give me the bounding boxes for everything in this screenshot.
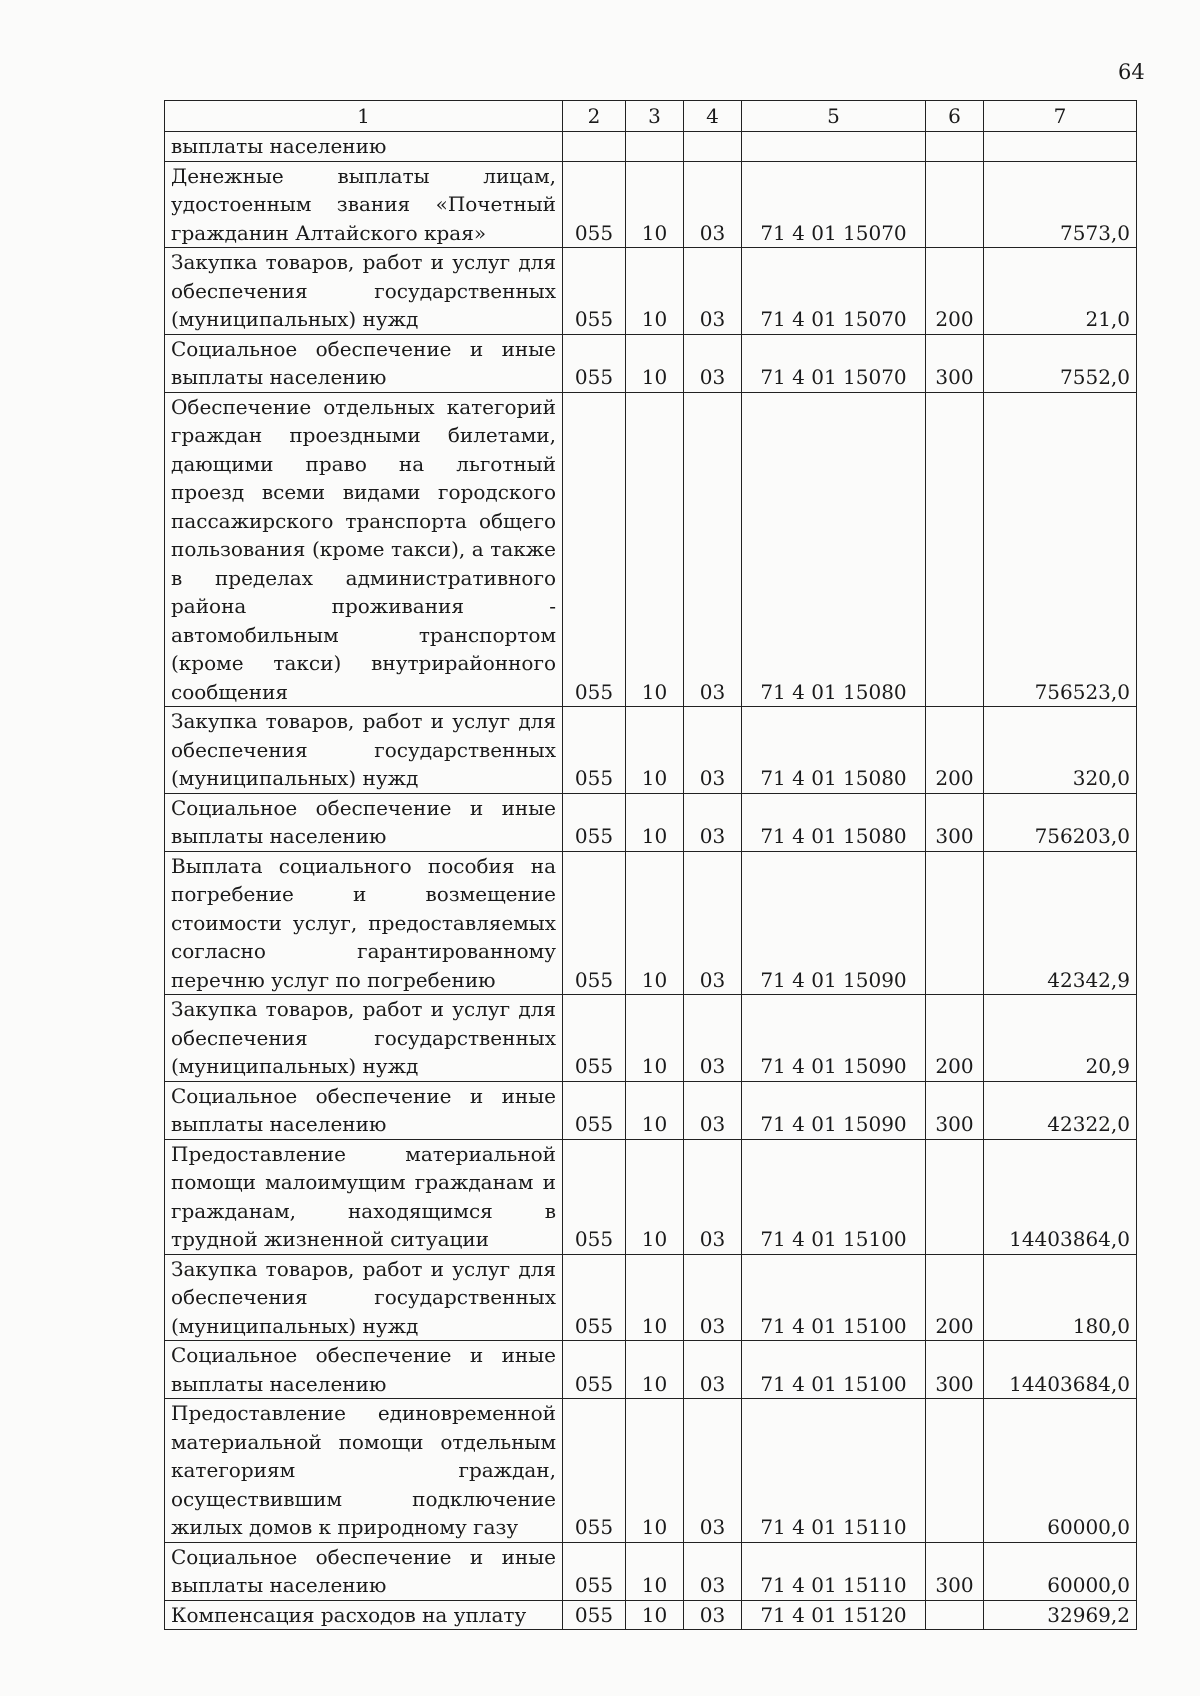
row-col4: 03 bbox=[684, 1542, 742, 1600]
row-col2: 055 bbox=[563, 1341, 626, 1399]
row-col4: 03 bbox=[684, 1399, 742, 1543]
row-col6: 200 bbox=[926, 1254, 984, 1341]
row-col4: 03 bbox=[684, 995, 742, 1082]
row-col5: 71 4 01 15100 bbox=[742, 1139, 926, 1254]
header-cell: 2 bbox=[563, 101, 626, 132]
header-cell: 5 bbox=[742, 101, 926, 132]
row-col2: 055 bbox=[563, 1254, 626, 1341]
row-col2: 055 bbox=[563, 707, 626, 794]
row-col3: 10 bbox=[626, 248, 684, 335]
row-name: Компенсация расходов на уплату bbox=[165, 1600, 563, 1630]
row-col2: 055 bbox=[563, 793, 626, 851]
row-col6 bbox=[926, 161, 984, 248]
row-col2: 055 bbox=[563, 334, 626, 392]
row-col4: 03 bbox=[684, 161, 742, 248]
row-col3: 10 bbox=[626, 995, 684, 1082]
table-row bbox=[165, 1600, 1137, 1630]
row-name: Социальное обеспечение и иные выплаты населению bbox=[165, 1542, 563, 1600]
row-col4: 03 bbox=[684, 1341, 742, 1399]
row-col5: 71 4 01 15070 bbox=[742, 161, 926, 248]
row-col5: 71 4 01 15090 bbox=[742, 1081, 926, 1139]
row-col3: 10 bbox=[626, 161, 684, 248]
row-col5: 71 4 01 15080 bbox=[742, 392, 926, 707]
row-col6 bbox=[926, 132, 984, 162]
row-col5: 71 4 01 15110 bbox=[742, 1542, 926, 1600]
row-col2: 055 bbox=[563, 161, 626, 248]
row-name: Обеспечение отдельных категорий граждан проездными билетами, дающими право на льготный проезд всеми видами городского пассажирского транспорта общего пользования (кроме такси), а также в пределах административного района проживания - автомобильным транспортом (кроме такси) внутрирайонного сообщения bbox=[165, 392, 563, 707]
row-col7: 180,0 bbox=[984, 1254, 1137, 1341]
row-col6: 300 bbox=[926, 793, 984, 851]
row-col7: 20,9 bbox=[984, 995, 1137, 1082]
row-col2: 055 bbox=[563, 851, 626, 995]
table-row bbox=[165, 707, 1137, 794]
row-col5: 71 4 01 15100 bbox=[742, 1254, 926, 1341]
row-col5: 71 4 01 15090 bbox=[742, 851, 926, 995]
row-col3: 10 bbox=[626, 707, 684, 794]
row-col7: 14403864,0 bbox=[984, 1139, 1137, 1254]
table-row bbox=[165, 1341, 1137, 1399]
row-col4 bbox=[684, 132, 742, 162]
row-col3: 10 bbox=[626, 392, 684, 707]
header-cell: 3 bbox=[626, 101, 684, 132]
budget-table bbox=[164, 100, 1137, 1630]
row-col6: 300 bbox=[926, 1542, 984, 1600]
row-col5: 71 4 01 15100 bbox=[742, 1341, 926, 1399]
row-col3: 10 bbox=[626, 1341, 684, 1399]
row-col5: 71 4 01 15070 bbox=[742, 334, 926, 392]
row-col3: 10 bbox=[626, 334, 684, 392]
table-row bbox=[165, 995, 1137, 1082]
row-col3: 10 bbox=[626, 1254, 684, 1341]
row-name: Выплата социального пособия на погребение и возмещение стоимости услуг, предоставляемых согласно гарантированному перечню услуг по погребению bbox=[165, 851, 563, 995]
row-col5: 71 4 01 15070 bbox=[742, 248, 926, 335]
table-row bbox=[165, 793, 1137, 851]
row-col6: 200 bbox=[926, 995, 984, 1082]
row-name: Закупка товаров, работ и услуг для обеспечения государственных (муниципальных) нужд bbox=[165, 1254, 563, 1341]
row-col4: 03 bbox=[684, 392, 742, 707]
row-col2 bbox=[563, 132, 626, 162]
row-col3: 10 bbox=[626, 1542, 684, 1600]
row-col5 bbox=[742, 132, 926, 162]
row-col6 bbox=[926, 1600, 984, 1630]
row-name: Денежные выплаты лицам, удостоенным звания «Почетный гражданин Алтайского края» bbox=[165, 161, 563, 248]
row-col6: 300 bbox=[926, 1081, 984, 1139]
row-name: Предоставление материальной помощи малоимущим гражданам и гражданам, находящимся в трудной жизненной ситуации bbox=[165, 1139, 563, 1254]
row-col7: 7552,0 bbox=[984, 334, 1137, 392]
row-col4: 03 bbox=[684, 334, 742, 392]
row-col6 bbox=[926, 1399, 984, 1543]
table-row bbox=[165, 1139, 1137, 1254]
row-col6: 300 bbox=[926, 334, 984, 392]
row-col2: 055 bbox=[563, 1139, 626, 1254]
table-row bbox=[165, 851, 1137, 995]
row-col7: 14403684,0 bbox=[984, 1341, 1137, 1399]
table-row bbox=[165, 132, 1137, 162]
row-col5: 71 4 01 15080 bbox=[742, 793, 926, 851]
row-col2: 055 bbox=[563, 1600, 626, 1630]
row-col7: 7573,0 bbox=[984, 161, 1137, 248]
row-col4: 03 bbox=[684, 1139, 742, 1254]
row-name: Социальное обеспечение и иные выплаты населению bbox=[165, 1341, 563, 1399]
table-row bbox=[165, 392, 1137, 707]
header-cell: 7 bbox=[984, 101, 1137, 132]
row-col7 bbox=[984, 132, 1137, 162]
row-col4: 03 bbox=[684, 1081, 742, 1139]
row-col2: 055 bbox=[563, 248, 626, 335]
row-col3: 10 bbox=[626, 1081, 684, 1139]
table-row bbox=[165, 1542, 1137, 1600]
row-name: Предоставление единовременной материальной помощи отдельным категориям граждан, осуществившим подключение жилых домов к природному газу bbox=[165, 1399, 563, 1543]
row-col7: 42322,0 bbox=[984, 1081, 1137, 1139]
table-row bbox=[165, 1081, 1137, 1139]
row-col7: 42342,9 bbox=[984, 851, 1137, 995]
row-col5: 71 4 01 15110 bbox=[742, 1399, 926, 1543]
row-col4: 03 bbox=[684, 1254, 742, 1341]
table-row bbox=[165, 248, 1137, 335]
row-col4: 03 bbox=[684, 707, 742, 794]
row-col6 bbox=[926, 851, 984, 995]
row-name: Закупка товаров, работ и услуг для обеспечения государственных (муниципальных) нужд bbox=[165, 995, 563, 1082]
page-number: 64 bbox=[1118, 60, 1145, 84]
header-cell: 6 bbox=[926, 101, 984, 132]
row-col4: 03 bbox=[684, 851, 742, 995]
row-col2: 055 bbox=[563, 1542, 626, 1600]
row-name: Социальное обеспечение и иные выплаты населению bbox=[165, 793, 563, 851]
row-col3: 10 bbox=[626, 793, 684, 851]
table-row bbox=[165, 1254, 1137, 1341]
row-col6: 200 bbox=[926, 707, 984, 794]
row-col7: 60000,0 bbox=[984, 1542, 1137, 1600]
row-col3: 10 bbox=[626, 1139, 684, 1254]
row-col5: 71 4 01 15090 bbox=[742, 995, 926, 1082]
row-col7: 756523,0 bbox=[984, 392, 1137, 707]
row-col7: 32969,2 bbox=[984, 1600, 1137, 1630]
row-col7: 21,0 bbox=[984, 248, 1137, 335]
row-col4: 03 bbox=[684, 248, 742, 335]
table-row bbox=[165, 1399, 1137, 1543]
row-col6: 200 bbox=[926, 248, 984, 335]
row-col6 bbox=[926, 1139, 984, 1254]
row-name: Социальное обеспечение и иные выплаты населению bbox=[165, 1081, 563, 1139]
row-col6 bbox=[926, 392, 984, 707]
row-col3: 10 bbox=[626, 1600, 684, 1630]
table-row bbox=[165, 334, 1137, 392]
row-col6: 300 bbox=[926, 1341, 984, 1399]
row-col5: 71 4 01 15080 bbox=[742, 707, 926, 794]
row-name: Социальное обеспечение и иные выплаты населению bbox=[165, 334, 563, 392]
row-col7: 756203,0 bbox=[984, 793, 1137, 851]
row-name: Закупка товаров, работ и услуг для обеспечения государственных (муниципальных) нужд bbox=[165, 707, 563, 794]
row-name: выплаты населению bbox=[165, 132, 563, 162]
row-col5: 71 4 01 15120 bbox=[742, 1600, 926, 1630]
row-name: Закупка товаров, работ и услуг для обеспечения государственных (муниципальных) нужд bbox=[165, 248, 563, 335]
row-col2: 055 bbox=[563, 1081, 626, 1139]
row-col2: 055 bbox=[563, 995, 626, 1082]
row-col2: 055 bbox=[563, 392, 626, 707]
row-col3: 10 bbox=[626, 851, 684, 995]
row-col4: 03 bbox=[684, 1600, 742, 1630]
row-col3 bbox=[626, 132, 684, 162]
header-cell: 4 bbox=[684, 101, 742, 132]
table-header-row bbox=[165, 101, 1137, 132]
header-cell: 1 bbox=[165, 101, 563, 132]
row-col2: 055 bbox=[563, 1399, 626, 1543]
table-row bbox=[165, 161, 1137, 248]
row-col7: 60000,0 bbox=[984, 1399, 1137, 1543]
row-col4: 03 bbox=[684, 793, 742, 851]
row-col7: 320,0 bbox=[984, 707, 1137, 794]
row-col3: 10 bbox=[626, 1399, 684, 1543]
